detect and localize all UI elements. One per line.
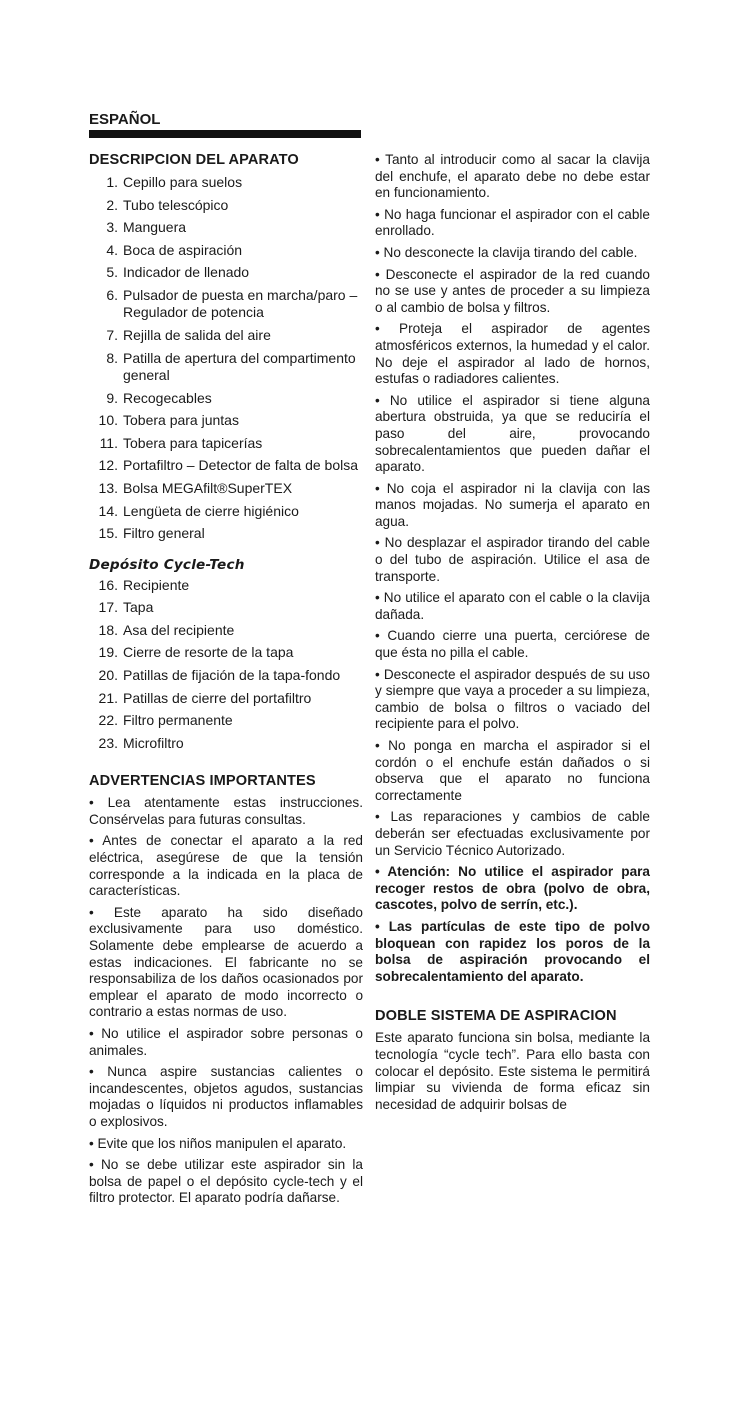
list-item-number: 13. — [98, 479, 118, 496]
warning-paragraph: • Evite que los niños manipulen el aparato. — [89, 1135, 347, 1151]
list-item — [89, 287, 363, 322]
double-system-title: DOBLE SISTEMA DE ASPIRACION — [375, 1008, 617, 1025]
list-item-number: 6. — [106, 286, 118, 303]
warning-paragraph: • No coja el aspirador ni la clavija con las manos mojadas. No sumerja el aparato en agua. — [375, 480, 650, 529]
list-item — [89, 735, 363, 752]
list-item-number: 23. — [98, 734, 118, 751]
warning-paragraph: • Este aparato ha sido diseñado exclusivamente para uso doméstico. Solamente debe emplearse de acuerdo a estas indicaciones. El fabricante no se responsabiliza de los daños ocasionados por emplear el aparato de modo incorrecto o contrario a estas normas de uso. — [89, 904, 363, 1020]
list-item-number: 2. — [106, 196, 118, 213]
list-item — [89, 435, 363, 452]
list-item-text: Tubo telescópico — [123, 196, 229, 213]
list-item-number: 8. — [106, 349, 118, 366]
warnings-title: ADVERTENCIAS IMPORTANTES — [89, 773, 316, 790]
bold-warning-paragraph: • Las partículas de este tipo de polvo bloquean con rapidez los poros de la bolsa de aspiración provocando el sobrecalentamiento del aparato. — [375, 918, 650, 984]
list-item — [89, 577, 363, 594]
list-item-text: Boca de aspiración — [123, 241, 243, 258]
warning-paragraph: • No se debe utilizar este aspirador sin la bolsa de papel o el depósito cycle-tech y el filtro protector. El aparato podría dañarse. — [89, 1157, 363, 1206]
list-item — [89, 219, 363, 236]
left-column — [89, 152, 363, 1212]
list-item — [89, 174, 363, 191]
warnings-bold-list — [375, 864, 650, 985]
list-item — [89, 622, 363, 639]
list-item-number: 17. — [98, 599, 118, 616]
list-item-text: Lengüeta de cierre higiénico — [123, 502, 299, 519]
list-item — [89, 690, 363, 707]
list-item-text: Rejilla de salida del aire — [123, 326, 271, 343]
right-column — [375, 152, 650, 1118]
warning-paragraph: • No desplazar el aspirador tirando del cable o del tubo de aspiración. Utilice el asa de transporte. — [375, 535, 650, 584]
list-item — [89, 599, 363, 616]
list-item — [89, 390, 363, 407]
list-item-text: Microfiltro — [123, 734, 184, 751]
list-item-text: Tapa — [123, 599, 154, 616]
list-item — [89, 525, 363, 542]
warning-paragraph: • Nunca aspire sustancias calientes o incandescentes, objetos agudos, sustancias mojadas o líquidos ni productos inflamables o explosivos. — [89, 1064, 363, 1129]
list-item — [89, 350, 363, 385]
list-item — [89, 327, 363, 344]
list-item-text: Bolsa MEGAfilt®SuperTEX — [123, 479, 293, 496]
warning-paragraph: • Proteja el aspirador de agentes atmosféricos externos, la humedad y el calor. No deje el aspirador al lado de hornos, estufas o radiadores calientes. — [375, 321, 650, 387]
warnings-right-list — [375, 152, 650, 859]
language-heading: ESPAÑOL — [89, 111, 161, 128]
list-item-number: 3. — [106, 219, 118, 236]
warning-paragraph: • No haga funcionar el aspirador con el cable enrollado. — [375, 206, 650, 239]
list-item — [89, 457, 363, 474]
list-item-number: 21. — [98, 689, 118, 706]
list-item-number: 14. — [98, 502, 118, 519]
warning-paragraph: • Desconecte el aspirador después de su uso y siempre que vaya a proceder a su limpieza, cambio de bolsa o filtros o vaciado del recipiente para el polvo. — [375, 666, 650, 732]
list-item-text: Cepillo para suelos — [123, 174, 243, 190]
list-item — [89, 264, 363, 281]
bold-warning-paragraph: • Atención: No utilice el aspirador para recoger restos de obra (polvo de obra, cascotes, polvo de serrín, etc.). — [375, 864, 650, 913]
list-item-number: 18. — [98, 621, 118, 638]
list-item-number: 11. — [99, 434, 118, 451]
list-item-text: Filtro general — [123, 525, 205, 542]
list-item-number: 22. — [98, 712, 118, 729]
list-item — [89, 412, 363, 429]
warning-paragraph: • Desconecte el aspirador de la red cuando no se use y antes de proceder a su limpieza o al cambio de bolsa y filtros. — [375, 266, 650, 315]
warning-paragraph: • Tanto al introducir como al sacar la clavija del enchufe, el aparato debe no debe estar en funcionamiento. — [375, 152, 650, 201]
list-item-number: 16. — [98, 576, 118, 593]
cycle-tech-subtitle: Depósito Cycle-Tech — [89, 556, 245, 573]
list-item — [89, 503, 363, 520]
list-item-number: 10. — [98, 412, 118, 429]
list-item — [89, 644, 363, 661]
list-item — [89, 197, 363, 214]
list-item-text: Asa del recipiente — [123, 621, 235, 638]
list-item-number: 1. — [106, 174, 118, 190]
list-item-number: 7. — [106, 326, 118, 343]
list-item-number: 4. — [106, 241, 118, 258]
list-item-text: Tobera para juntas — [123, 412, 239, 429]
warning-paragraph: • No utilice el aparato con el cable o la clavija dañada. — [375, 590, 650, 622]
list-item-number: 15. — [98, 525, 118, 542]
warning-paragraph: • No desconecte la clavija tirando del cable. — [375, 244, 638, 260]
list-item-number: 20. — [98, 666, 118, 683]
list-item-text: Patillas de cierre del portafiltro — [123, 689, 312, 706]
list-item-text: Recipiente — [123, 576, 190, 593]
description-list — [89, 174, 363, 543]
list-item-text: Pulsador de puesta en marcha/paro – Regulador de potencia — [123, 286, 358, 321]
warning-paragraph: • No utilice el aspirador sobre personas o animales. — [89, 1026, 363, 1058]
heading-rule — [89, 130, 361, 138]
list-item-text: Portafiltro – Detector de falta de bolsa — [123, 457, 359, 474]
warning-paragraph: • Lea atentamente estas instrucciones. Consérvelas para futuras consultas. — [89, 795, 363, 827]
list-item-text: Tobera para tapicerías — [123, 434, 263, 451]
cycle-tech-list — [89, 577, 363, 753]
warning-paragraph: • No ponga en marcha el aspirador si el cordón o el enchufe están dañados o si observa que el aparato no funciona correctamente — [375, 738, 650, 803]
list-item — [89, 242, 363, 259]
list-item — [89, 712, 363, 729]
warning-paragraph: • No utilice el aspirador si tiene alguna abertura obstruida, ya que se reduciría el paso del aire, provocando sobrecalentamientos que pueden dañar el aparato. — [375, 392, 650, 475]
list-item-text: Recogecables — [123, 389, 212, 406]
double-system-text: Este aparato funciona sin bolsa, mediante la tecnología “cycle tech”. Para ello basta con colocar el depósito. Este sistema le permitirá limpiar su vivienda de forma eficaz sin necesidad de adquirir bolsas de — [375, 1030, 650, 1112]
description-title: DESCRIPCION DEL APARATO — [89, 152, 299, 168]
list-item-number: 5. — [106, 264, 118, 281]
list-item-text: Filtro permanente — [123, 712, 233, 729]
warning-paragraph: • Cuando cierre una puerta, cerciórese de que ésta no pilla el cable. — [375, 628, 650, 661]
list-item-number: 9. — [106, 389, 118, 406]
warnings-left-list — [89, 795, 363, 1207]
list-item-text: Patillas de fijación de la tapa-fondo — [123, 666, 341, 683]
list-item-text: Manguera — [123, 219, 187, 236]
list-item-text: Indicador de llenado — [123, 264, 250, 281]
list-item-number: 19. — [98, 644, 118, 661]
list-item — [89, 667, 363, 684]
warning-paragraph: • Antes de conectar el aparato a la red eléctrica, asegúrese de que la tensión corresponde a la indicada en la placa de características. — [89, 833, 363, 899]
list-item-text: Patilla de apertura del compartimento general — [123, 349, 356, 383]
list-item-text: Cierre de resorte de la tapa — [123, 644, 294, 661]
warning-paragraph: • Las reparaciones y cambios de cable deberán ser efectuadas exclusivamente por un Servicio Técnico Autorizado. — [375, 809, 650, 858]
list-item — [89, 480, 363, 497]
list-item-number: 12. — [98, 457, 118, 474]
